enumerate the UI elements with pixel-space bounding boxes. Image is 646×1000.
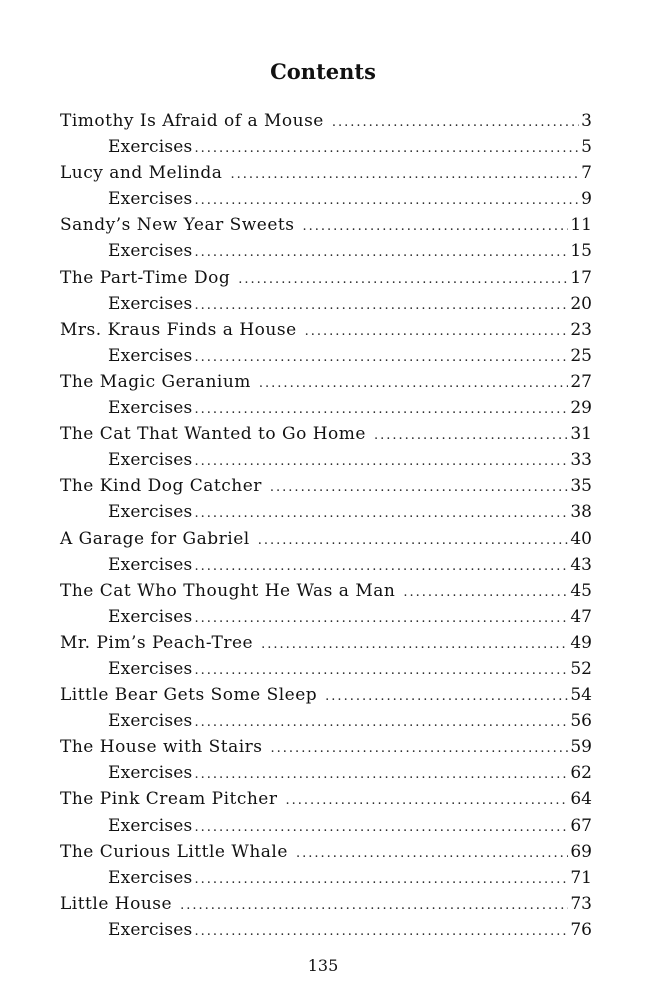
dot-leader xyxy=(270,475,568,501)
toc-entry-page: 71 xyxy=(570,867,592,888)
toc-entry-title: Mrs. Kraus Finds a House xyxy=(60,319,297,340)
toc-story-entry xyxy=(60,786,592,812)
toc-entry-page: 52 xyxy=(570,658,592,679)
toc-entry-page: 76 xyxy=(570,919,592,940)
toc-entry-page: 56 xyxy=(570,711,592,732)
toc-entry-title: Exercises xyxy=(108,606,193,627)
toc-entry-page: 35 xyxy=(570,476,592,497)
toc-entry-page: 40 xyxy=(570,528,592,549)
toc-story-entry xyxy=(60,160,592,186)
toc-story-entry xyxy=(60,526,592,552)
dot-leader xyxy=(194,345,568,371)
toc-story-entry xyxy=(60,265,592,291)
dot-leader xyxy=(194,710,568,736)
toc-entry-page: 33 xyxy=(570,450,592,471)
toc-entry-title: A Garage for Gabriel xyxy=(60,528,250,549)
dot-leader xyxy=(194,919,568,945)
toc-entry-title: Mr. Pim’s Peach-Tree xyxy=(60,632,254,653)
toc-entry-page: 17 xyxy=(570,267,592,288)
dot-leader xyxy=(230,162,579,188)
toc-entry-title: Exercises xyxy=(108,189,193,210)
toc-entry-page: 54 xyxy=(570,685,592,706)
dot-leader xyxy=(194,867,568,893)
page-title: Contents xyxy=(270,59,376,84)
toc-entry-page: 29 xyxy=(570,398,592,419)
toc-exercises-entry xyxy=(60,238,592,264)
toc-entry-title: Sandy’s New Year Sweets xyxy=(60,215,295,236)
dot-leader xyxy=(286,788,569,814)
dot-leader xyxy=(296,841,568,867)
dot-leader xyxy=(194,136,579,162)
toc-entry-title: The Cat That Wanted to Go Home xyxy=(60,424,366,445)
toc-story-entry xyxy=(60,839,592,865)
toc-exercises-entry xyxy=(60,395,592,421)
toc-story-entry xyxy=(60,317,592,343)
toc-entry-page: 49 xyxy=(570,632,592,653)
dot-leader xyxy=(194,606,568,632)
toc-exercises-entry xyxy=(60,343,592,369)
toc-entry-title: Exercises xyxy=(108,919,193,940)
toc-entry-page: 69 xyxy=(570,841,592,862)
toc-exercises-entry xyxy=(60,656,592,682)
toc-entry-title: The Pink Cream Pitcher xyxy=(60,789,278,810)
toc-entry-title: The Cat Who Thought He Was a Man xyxy=(60,580,396,601)
toc-entry-page: 7 xyxy=(581,163,592,184)
toc-story-entry xyxy=(60,578,592,604)
dot-leader xyxy=(194,658,568,684)
toc-entry-title: Lucy and Melinda xyxy=(60,163,223,184)
dot-leader xyxy=(271,736,569,762)
toc-entry-page: 59 xyxy=(570,737,592,758)
toc-entry-title: Exercises xyxy=(108,554,193,575)
toc-entry-title: Exercises xyxy=(108,293,193,314)
dot-leader xyxy=(302,214,568,240)
toc-entry-page: 38 xyxy=(570,502,592,523)
toc-entry-page: 62 xyxy=(570,763,592,784)
toc-entry-title: The Curious Little Whale xyxy=(60,841,288,862)
toc-entry-page: 47 xyxy=(570,606,592,627)
toc-entry-page: 3 xyxy=(581,111,592,131)
toc-exercises-entry xyxy=(60,447,592,473)
toc-entry-page: 73 xyxy=(570,893,592,914)
toc-exercises-entry xyxy=(60,604,592,630)
toc-entry-title: Exercises xyxy=(108,867,193,888)
dot-leader xyxy=(332,110,579,136)
dot-leader xyxy=(194,501,568,527)
toc-entry-page: 23 xyxy=(570,319,592,340)
toc-exercises-entry xyxy=(60,134,592,160)
toc-entry-title: Exercises xyxy=(108,450,193,471)
dot-leader xyxy=(194,397,568,423)
toc-entry-page: 64 xyxy=(570,789,592,810)
toc-entry-title: Little House xyxy=(60,893,173,914)
toc-entry-title: Exercises xyxy=(108,241,193,262)
toc-entry-page: 11 xyxy=(570,215,592,236)
toc-entry-page: 67 xyxy=(570,815,592,836)
toc-story-entry xyxy=(60,212,592,238)
toc-entry-page: 43 xyxy=(570,554,592,575)
toc-entry-title: Exercises xyxy=(108,502,193,523)
dot-leader xyxy=(305,319,569,345)
dot-leader xyxy=(261,632,568,658)
toc-entry-page: 9 xyxy=(581,189,592,210)
dot-leader xyxy=(374,423,568,449)
toc-entry-title: The Magic Geranium xyxy=(60,371,251,392)
toc-entry-title: Exercises xyxy=(108,658,193,679)
toc-story-entry xyxy=(60,369,592,395)
dot-leader xyxy=(180,893,568,919)
toc-exercises-entry xyxy=(60,186,592,212)
dot-leader xyxy=(259,371,568,397)
toc-exercises-entry xyxy=(60,813,592,839)
toc-entry-page: 20 xyxy=(570,293,592,314)
dot-leader xyxy=(238,267,568,293)
toc-exercises-entry xyxy=(60,499,592,525)
dot-leader xyxy=(194,240,568,266)
toc-entry-page: 25 xyxy=(570,345,592,366)
toc-story-entry xyxy=(60,108,592,134)
dot-leader xyxy=(403,580,568,606)
toc-entry-title: Exercises xyxy=(108,398,193,419)
toc-entry-title: Little Bear Gets Some Sleep xyxy=(60,685,318,706)
toc-entry-title: Exercises xyxy=(108,763,193,784)
toc-entry-title: Exercises xyxy=(108,711,193,732)
toc-entry-page: 27 xyxy=(570,371,592,392)
toc-story-entry xyxy=(60,734,592,760)
toc-entry-page: 45 xyxy=(570,580,592,601)
toc-exercises-entry xyxy=(60,917,592,943)
dot-leader xyxy=(325,684,568,710)
toc-entry-title: The House with Stairs xyxy=(60,737,263,758)
toc-entry-title: The Part-Time Dog xyxy=(60,267,231,288)
toc-exercises-entry xyxy=(60,865,592,891)
dot-leader xyxy=(194,188,579,214)
page-number: 135 xyxy=(307,956,339,975)
toc-entry-title: The Kind Dog Catcher xyxy=(60,476,262,497)
toc-entry-title: Exercises xyxy=(108,815,193,836)
toc-entry-title: Timothy Is Afraid of a Mouse xyxy=(60,111,324,131)
toc-entry-title: Exercises xyxy=(108,137,193,158)
dot-leader xyxy=(194,815,568,841)
dot-leader xyxy=(258,528,569,554)
dot-leader xyxy=(194,449,568,475)
toc-entry-title: Exercises xyxy=(108,345,193,366)
dot-leader xyxy=(194,293,568,319)
toc-story-entry xyxy=(60,421,592,447)
toc-exercises-entry xyxy=(60,552,592,578)
toc-exercises-entry xyxy=(60,708,592,734)
toc-exercises-entry xyxy=(60,291,592,317)
toc-story-entry xyxy=(60,891,592,917)
dot-leader xyxy=(194,554,568,580)
toc-entry-page: 5 xyxy=(581,137,592,158)
toc-story-entry xyxy=(60,682,592,708)
toc-entry-page: 31 xyxy=(570,424,592,445)
toc-entry-page: 15 xyxy=(570,241,592,262)
toc-story-entry xyxy=(60,630,592,656)
table-of-contents xyxy=(60,108,592,943)
dot-leader xyxy=(194,762,568,788)
toc-exercises-entry xyxy=(60,760,592,786)
toc-story-entry xyxy=(60,473,592,499)
